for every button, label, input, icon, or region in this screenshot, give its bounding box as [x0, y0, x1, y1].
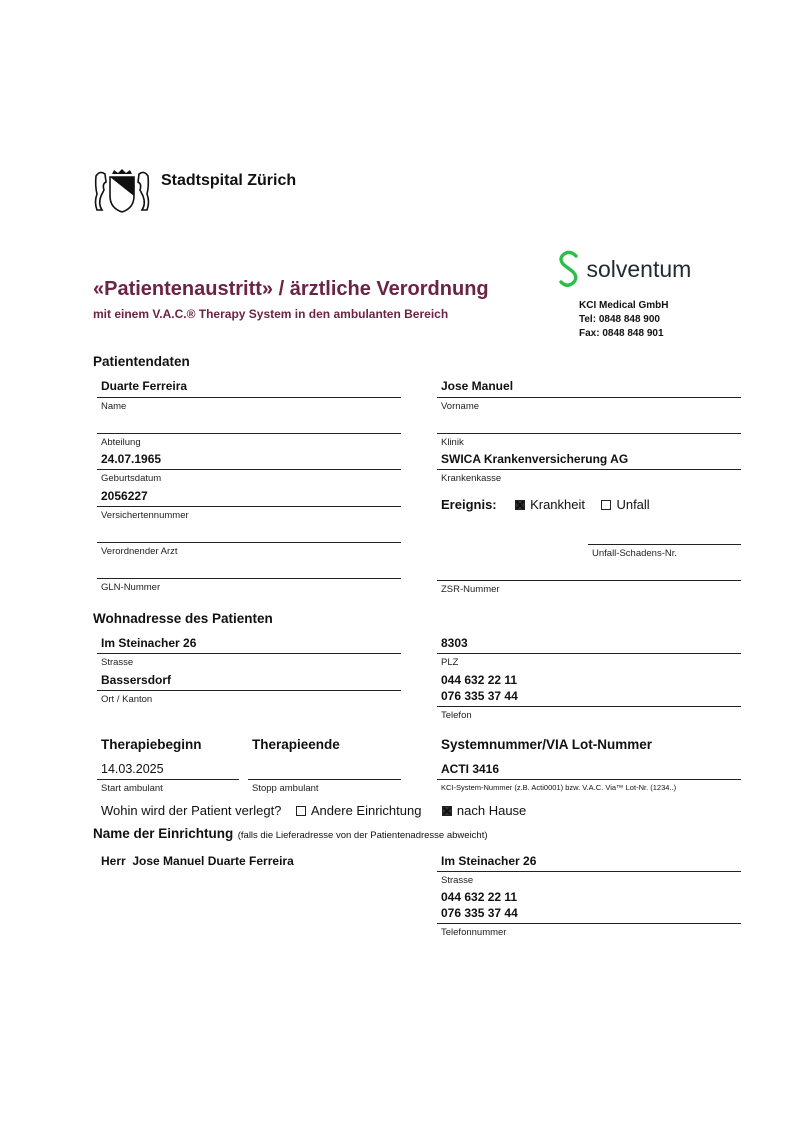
nach-hause-label: nach Hause — [456, 803, 527, 818]
divider — [97, 542, 401, 543]
einrichtung-phone1-value[interactable]: 044 632 22 11 — [441, 890, 518, 904]
start-label: Start ambulant — [101, 783, 163, 794]
divider — [97, 397, 401, 398]
section-einrichtung — [93, 825, 488, 843]
divider — [437, 871, 741, 872]
solventum-s-icon — [558, 250, 580, 288]
system-label: KCI-System-Nummer (z.B. Acti0001) bzw. V.A.C. Via™ Lot-Nr. (1234..) — [441, 783, 677, 792]
divider — [437, 653, 741, 654]
phone-label: Telefon — [441, 710, 472, 721]
company-tel: Tel: 0848 848 900 — [579, 314, 660, 325]
street-value[interactable]: Im Steinacher 26 — [101, 636, 197, 650]
unfall-nr-label: Unfall-Schadens-Nr. — [592, 548, 678, 559]
divider — [437, 779, 741, 780]
company-fax: Fax: 0848 848 901 — [579, 328, 664, 339]
birthdate-label: Geburtsdatum — [101, 473, 162, 484]
coat-of-arms-icon — [92, 168, 152, 214]
name-label: Name — [101, 401, 127, 412]
einrichtung-name-value[interactable]: Herr Jose Manuel Duarte Ferreira — [101, 854, 294, 868]
krankenkasse-value[interactable]: SWICA Krankenversicherung AG — [441, 452, 629, 466]
krankheit-label: Krankheit — [530, 497, 585, 512]
arzt-label: Verordnender Arzt — [101, 546, 178, 557]
unfall-checkbox[interactable] — [601, 500, 611, 510]
divider — [437, 397, 741, 398]
einrichtung-street-value[interactable]: Im Steinacher 26 — [441, 854, 537, 868]
section-patientendaten: Patientendaten — [93, 354, 190, 369]
divider — [97, 578, 401, 579]
system-value[interactable]: ACTI 3416 — [441, 762, 500, 776]
einrichtung-heading: Name der Einrichtung — [93, 826, 234, 841]
divider — [437, 706, 741, 707]
stop-label: Stopp ambulant — [252, 783, 319, 794]
divider — [97, 506, 401, 507]
abteilung-label: Abteilung — [101, 437, 141, 448]
verlegung-row — [101, 802, 526, 820]
city-value[interactable]: Bassersdorf — [101, 673, 172, 687]
einrichtung-phone-label: Telefonnummer — [441, 927, 507, 938]
plz-value[interactable]: 8303 — [441, 636, 468, 650]
andere-einrichtung-checkbox[interactable] — [296, 806, 306, 816]
page-title: «Patientenaustritt» / ärztliche Verordnung — [93, 278, 489, 300]
einrichtung-note: (falls die Lieferadresse von der Patientenadresse abweicht) — [237, 830, 488, 841]
divider — [97, 653, 401, 654]
birthdate-value[interactable]: 24.07.1965 — [101, 452, 162, 466]
systemnummer-heading: Systemnummer/VIA Lot-Nummer — [441, 737, 653, 752]
divider — [97, 433, 401, 434]
phone1-value[interactable]: 044 632 22 11 — [441, 673, 518, 687]
section-wohnadresse: Wohnadresse des Patienten — [93, 611, 273, 626]
plz-label: PLZ — [441, 657, 459, 668]
divider — [97, 779, 239, 780]
company-name: KCI Medical GmbH — [579, 300, 669, 311]
therapieende-heading: Therapieende — [252, 737, 340, 752]
city-label: Ort / Kanton — [101, 694, 153, 705]
verlegung-question: Wohin wird der Patient verlegt? — [101, 803, 282, 818]
start-value[interactable]: 14.03.2025 — [101, 762, 164, 776]
gln-label: GLN-Nummer — [101, 582, 161, 593]
street-label: Strasse — [101, 657, 134, 668]
hospital-name: Stadtspital Zürich — [161, 172, 297, 189]
andere-einrichtung-label: Andere Einrichtung — [310, 803, 422, 818]
therapiebeginn-heading: Therapiebeginn — [101, 737, 202, 752]
ereignis-label: Ereignis: — [441, 497, 497, 512]
page-subtitle: mit einem V.A.C.® Therapy System in den ambulanten Bereich — [93, 307, 449, 321]
divider — [97, 469, 401, 470]
klinik-label: Klinik — [441, 437, 464, 448]
einrichtung-phone2-value[interactable]: 076 335 37 44 — [441, 906, 518, 920]
divider — [437, 469, 741, 470]
divider — [588, 544, 741, 545]
name-value[interactable]: Duarte Ferreira — [101, 379, 188, 393]
krankheit-checkbox[interactable] — [515, 500, 525, 510]
brand-logo — [558, 250, 691, 290]
versichertennummer-value[interactable]: 2056227 — [101, 489, 148, 503]
zsr-label: ZSR-Nummer — [441, 584, 500, 595]
hospital-logo — [92, 168, 152, 214]
einrichtung-street-label: Strasse — [441, 875, 474, 886]
divider — [437, 580, 741, 581]
divider — [437, 923, 741, 924]
nach-hause-checkbox[interactable] — [442, 806, 452, 816]
divider — [97, 690, 401, 691]
vorname-value[interactable]: Jose Manuel — [441, 379, 514, 393]
unfall-label: Unfall — [616, 497, 650, 512]
krankenkasse-label: Krankenkasse — [441, 473, 502, 484]
phone2-value[interactable]: 076 335 37 44 — [441, 689, 518, 703]
versichertennummer-label: Versichertennummer — [101, 510, 189, 521]
vorname-label: Vorname — [441, 401, 480, 412]
brand-name: solventum — [586, 255, 692, 282]
divider — [248, 779, 401, 780]
ereignis-row — [441, 496, 650, 514]
divider — [437, 433, 741, 434]
